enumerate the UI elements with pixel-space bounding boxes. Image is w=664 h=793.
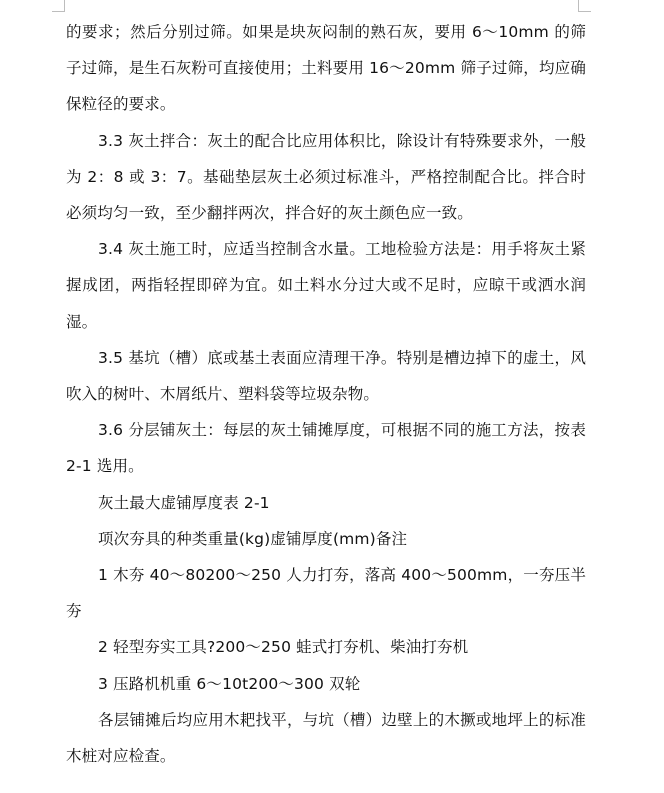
table-row-1: 1 木夯 40～80200～250 人力打夯，落高 400～500mm，一夯压半夯 bbox=[66, 566, 586, 621]
paragraph-leveling-check: 各层铺摊后均应用木耙找平，与坑（槽）边壁上的木撅或地坪上的标准木桩对应检查。 bbox=[66, 710, 586, 766]
paragraph-3-6-layering: 3.6 分层铺灰土：每层的灰土铺摊厚度，可根据不同的施工方法，按表 2-1 选用。 bbox=[66, 421, 592, 476]
table-row-2: 2 轻型夯实工具?200～250 蛙式打夯机、柴油打夯机 bbox=[98, 638, 469, 657]
page-corner-mark-left bbox=[52, 0, 65, 12]
table-caption: 灰土最大虚铺厚度表 2-1 bbox=[98, 493, 270, 512]
page-corner-mark-right bbox=[578, 0, 591, 12]
paragraph-3-3-mixing: 3.3 灰土拌合：灰土的配合比应用体积比，除设计有特殊要求外，一般为 2：8 或 3：7。基础垫层灰土必须过标准斗，严格控制配合比。拌合时必须均匀一致，至少翻拌两次，拌合好的灰土颜色应一致。 bbox=[66, 131, 586, 223]
table-header-row: 项次夯具的种类重量(kg)虚铺厚度(mm)备注 bbox=[98, 529, 408, 548]
paragraph-3-5-cleaning: 3.5 基坑（槽）底或基土表面应清理干净。特别是槽边掉下的虚土，风吹入的树叶、木屑纸片、塑料袋等垃圾杂物。 bbox=[66, 348, 586, 404]
paragraph-3-4-moisture: 3.4 灰土施工时，应适当控制含水量。工地检验方法是：用手将灰土紧握成团，两指轻捏即碎为宜。如土料水分过大或不足时，应晾干或洒水润湿。 bbox=[66, 240, 586, 331]
table-row-3: 3 压路机机重 6～10t200～300 双轮 bbox=[98, 674, 361, 693]
document-body bbox=[66, 14, 592, 774]
paragraph-sieve-requirements: 的要求；然后分别过筛。如果是块灰闷制的熟石灰，要用 6～10mm 的筛子过筛，是生石灰粉可直接使用；土料要用 16～20mm 筛子过筛，均应确保粒径的要求。 bbox=[66, 23, 586, 114]
